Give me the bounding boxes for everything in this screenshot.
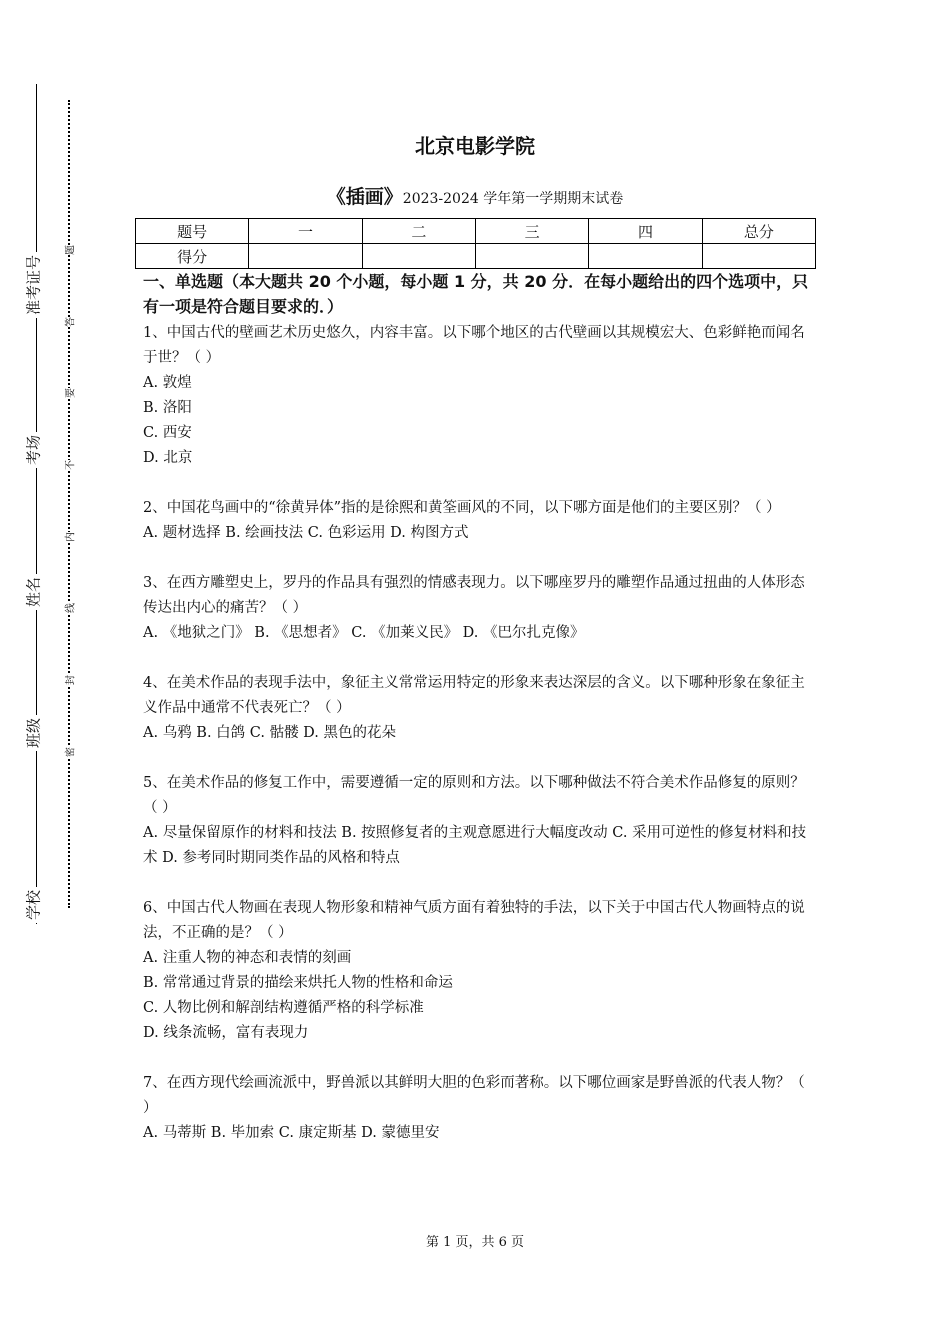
- section-heading: 一、单选题（本大题共 20 个小题，每小题 1 分，共 20 分．在每小题给出的四个选项中，只有一项是符合题目要求的．）: [143, 272, 809, 316]
- question-stem: 7、在西方现代绘画流派中，野兽派以其鲜明大胆的色彩而著称。以下哪位画家是野兽派的代表人物？（ ）: [143, 1075, 805, 1116]
- exam-title: [0, 182, 950, 209]
- school-title: 北京电影学院: [415, 134, 535, 158]
- question-stem: 5、在美术作品的修复工作中，需要遵循一定的原则和方法。以下哪种做法不符合美术作品修复的原则？（ ）: [143, 775, 805, 816]
- exam-content: [143, 269, 811, 1171]
- score-table-empty-cell: [589, 244, 702, 269]
- score-table-score-row: [136, 244, 816, 269]
- score-table-cell: 四: [589, 219, 702, 244]
- page-number: 第 1 页，共 6 页: [425, 1235, 525, 1250]
- question-option: C. 西安: [143, 425, 192, 441]
- question-6: [143, 896, 811, 1046]
- score-table-cell: 总分: [702, 219, 815, 244]
- binding-solid-line: [36, 84, 37, 924]
- score-table-cell: 题号: [136, 219, 249, 244]
- question-4: [143, 671, 811, 746]
- score-table-empty-cell: [362, 244, 475, 269]
- question-stem: 6、中国古代人物画在表现人物形象和精神气质方面有着独特的手法，以下关于中国古代人物画特点的说法，不正确的是？（ ）: [143, 900, 805, 941]
- question-options: A. 乌鸦 B. 白鸽 C. 骷髅 D. 黑色的花朵: [143, 725, 397, 741]
- question-options: A. 尽量保留原作的材料和技法 B. 按照修复者的主观意愿进行大幅度改动 C. 采用可逆性的修复材料和技术 D. 参考同时期同类作品的风格和特点: [143, 825, 807, 866]
- question-options: A. 《地狱之门》 B. 《思想者》 C. 《加莱义民》 D. 《巴尔扎克像》: [143, 625, 585, 641]
- question-5: [143, 771, 811, 871]
- question-7: [143, 1071, 811, 1146]
- score-table-cell: 得分: [136, 244, 249, 269]
- question-2: [143, 496, 811, 546]
- question-stem: 3、在西方雕塑史上，罗丹的作品具有强烈的情感表现力。以下哪座罗丹的雕塑作品通过扭曲的人体形态传达出内心的痛苦？（ ）: [143, 575, 805, 616]
- score-table-empty-cell: [702, 244, 815, 269]
- course-title: 《插画》: [326, 186, 403, 208]
- question-3: [143, 571, 811, 646]
- question-option: C. 人物比例和解剖结构遵循严格的科学标准: [143, 1000, 424, 1016]
- question-stem: 4、在美术作品的表现手法中，象征主义常常运用特定的形象来表达深层的含义。以下哪种形象在象征主义作品中通常不代表死亡？（ ）: [143, 675, 805, 716]
- score-table-empty-cell: [249, 244, 362, 269]
- score-table-cell: 三: [475, 219, 588, 244]
- question-stem: 2、中国花鸟画中的“徐黄异体”指的是徐熙和黄筌画风的不同，以下哪方面是他们的主要区别？（ ）: [143, 500, 781, 516]
- score-table-cell: 二: [362, 219, 475, 244]
- question-1: [143, 321, 811, 471]
- score-table-cell: 一: [249, 219, 362, 244]
- score-table-header-row: [136, 219, 816, 244]
- score-table-empty-cell: [475, 244, 588, 269]
- question-options: A. 马蒂斯 B. 毕加索 C. 康定斯基 D. 蒙德里安: [143, 1125, 440, 1141]
- question-option: A. 敦煌: [143, 375, 192, 391]
- question-option: B. 常常通过背景的描绘来烘托人物的性格和命运: [143, 975, 453, 991]
- question-options: A. 题材选择 B. 绘画技法 C. 色彩运用 D. 构图方式: [143, 525, 469, 541]
- question-stem: 1、中国古代的壁画艺术历史悠久，内容丰富。以下哪个地区的古代壁画以其规模宏大、色彩鲜艳而闻名于世？（ ）: [143, 325, 805, 366]
- question-option: D. 线条流畅，富有表现力: [143, 1025, 309, 1041]
- score-table: [135, 218, 816, 269]
- question-option: A. 注重人物的神态和表情的刻画: [143, 950, 352, 966]
- question-option: D. 北京: [143, 450, 193, 466]
- term-label: 2023-2024 学年第一学期期末试卷: [402, 191, 624, 207]
- question-option: B. 洛阳: [143, 400, 192, 416]
- binding-dotted-seal-line: [68, 100, 70, 908]
